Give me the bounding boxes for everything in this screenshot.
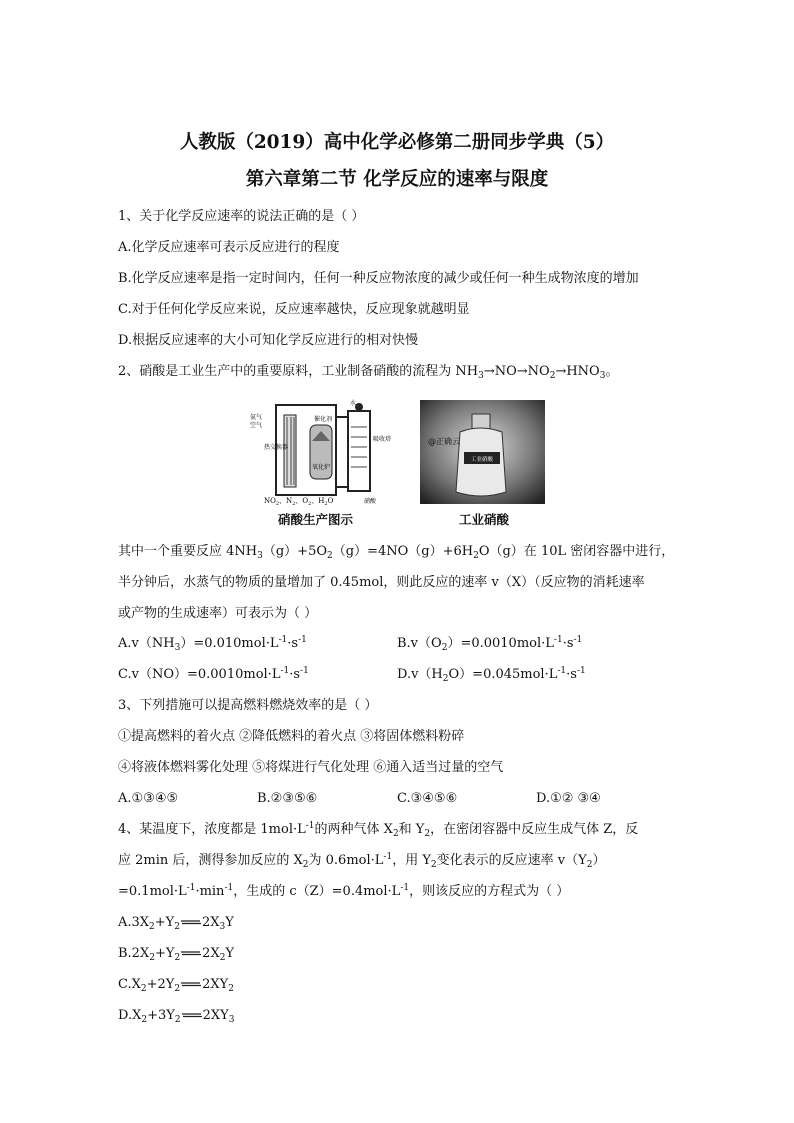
fig2-caption: 工业硝酸	[459, 512, 510, 527]
watermark: @正确云	[428, 437, 460, 446]
fig1-label-absorber: 吸收塔	[373, 436, 392, 443]
fig1-label-furnace: 氧化炉	[312, 464, 331, 471]
q2-stem: 2、硝酸是工业生产中的重要原料，工业制备硝酸的流程为 $NH_3\to NO\to NO_2\to HNO_3$。	[118, 364, 619, 381]
fig1-label-gases: $NO_2$、$N_2$、$O_2$、$H_2O$	[264, 497, 334, 507]
equilibrium-arrow-icon	[181, 1012, 203, 1018]
q2-body-line1: 其中一个重要反应 $4NH_3(g)+5O_2(g)=4NO(g)+6H_2O(g)$在 10L 密闭容器中进行，	[118, 544, 675, 561]
q1-option-a: A.化学反应速率可表示反应进行的程度	[118, 240, 340, 255]
industrial-nitric-acid-photo	[420, 400, 545, 504]
q3-option-c: C.③④⑤⑥	[397, 791, 458, 806]
q4-stem-line2: 应 2min 后，测得参加反应的 $X_2$为 $0.6mol\cdot L^{-1}$，用 $Y_2$变化表示的反应速率 $v(Y_2)$	[118, 852, 606, 870]
q3-option-a: A.①③④⑤	[118, 791, 179, 806]
q2-option-d: $D.v(H_2O)=0.045mol\cdot L^{-1}\cdot s^{-1}$	[397, 666, 586, 684]
nitric-acid-production-diagram	[250, 397, 392, 507]
q2-option-c: $C.v(NO)=0.0010mol\cdot L^{-1}\cdot s^{-1}$	[118, 666, 309, 682]
q4-option-c: $C.X_2+2Y_2$ $2XY_2$	[118, 977, 234, 994]
bottle-label: 工业硝酸	[470, 457, 494, 463]
q3-option-d: D.①② ③④	[536, 791, 601, 806]
q4-stem-line1: 4、某温度下，浓度都是 $1mol\cdot L^{-1}$的两种气体 $X_2$和 $Y_2$，在密闭容器中反应生成气体 Z，反	[118, 821, 639, 839]
q3-option-b: B.②③⑤⑥	[257, 791, 318, 806]
fig1-label-water: 水	[350, 400, 357, 407]
document-title: 人教版（2019）高中化学必修第二册同步学典（5）	[179, 132, 615, 153]
q3-measures-line1: ①提高燃料的着火点 ②降低燃料的着火点 ③将固体燃料粉碎	[118, 729, 465, 744]
section-title: 第六章第二节 化学反应的速率与限度	[245, 169, 549, 190]
q1-stem: 1、关于化学反应速率的说法正确的是（ ）	[118, 209, 365, 224]
q4-option-a: $A.3X_2+Y_2$ $2X_3Y$	[118, 915, 234, 932]
q1-option-d: D.根据反应速率的大小可知化学反应进行的相对快慢	[118, 333, 419, 348]
q2-body-line2: 半分钟后，水蒸气的物质的量增加了 0.45mol，则此反应的速率 v（X）（反应物的消耗速率	[118, 575, 645, 590]
equilibrium-arrow-icon	[180, 950, 202, 956]
q2-option-b: $B.v(O_2)=0.0010mol\cdot L^{-1}\cdot s^{-1}$	[397, 635, 583, 653]
q4-stem-line3: $=0.1mol\cdot L^{-1}\cdot\min^{-1}$，生成的 $c(Z)=0.4mol\cdot L^{-1}$，则该反应的方程式为（ ）	[118, 883, 570, 899]
equilibrium-arrow-icon	[180, 981, 202, 987]
q1-option-b: B.化学反应速率是指一定时间内，任何一种反应物浓度的减少或任何一种生成物浓度的增加	[118, 271, 639, 286]
q4-option-d: $D.X_2+3Y_2$ $2XY_3$	[118, 1008, 235, 1025]
q2-option-a: $A.v(NH_3)=0.010mol\cdot L^{-1}\cdot s^{-1}$	[118, 635, 307, 653]
fig1-label-nitric-acid: 硝酸	[364, 498, 377, 505]
fig1-caption: 硝酸生产图示	[278, 512, 354, 527]
fig1-label-air: 空气	[250, 422, 263, 429]
fig1-label-heat-exchanger: 热交换器	[264, 444, 289, 451]
fig1-label-ammonia: 氨气	[250, 414, 263, 421]
fig1-label-catalyst: 催化剂	[314, 416, 333, 423]
q2-body-line3: 或产物的生成速率）可表示为（ ）	[118, 606, 318, 621]
q3-stem: 3、下列措施可以提高燃料燃烧效率的是（ ）	[118, 698, 378, 713]
q1-option-c: C.对于任何化学反应来说，反应速率越快，反应现象就越明显	[118, 302, 470, 317]
q4-option-b: $B.2X_2+Y_2$ $2X_2Y$	[118, 946, 235, 963]
q3-measures-line2: ④将液体燃料雾化处理 ⑤将煤进行气化处理 ⑥通入适当过量的空气	[118, 760, 504, 775]
equilibrium-arrow-icon	[180, 919, 202, 925]
